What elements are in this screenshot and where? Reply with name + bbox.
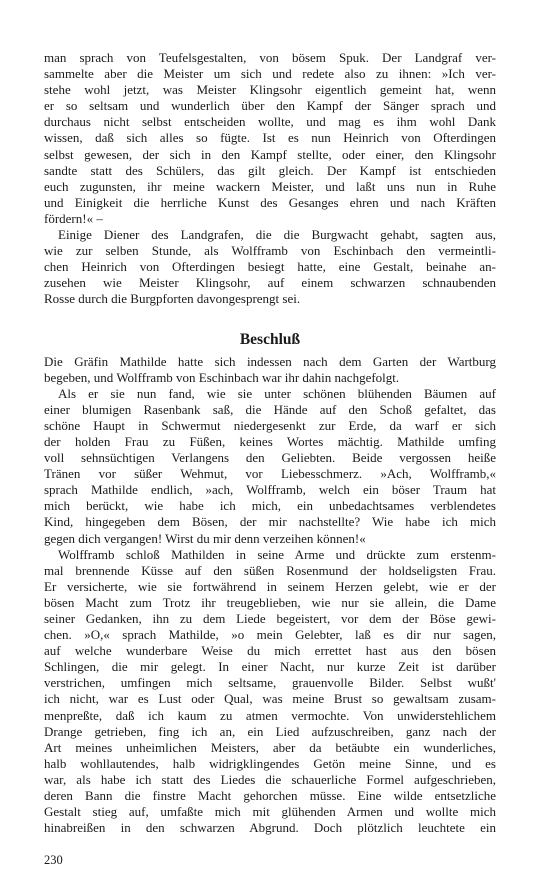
text-line: menpreßte, daß ich kaum zu atmen vermochte. Von unwiderstehlichem	[44, 707, 496, 723]
text-line: Art meines unheimlichen Meisters, aber da betäubte ein wunderliches,	[44, 739, 496, 755]
text-line: man sprach von Teufelsgestalten, von bösem Spuk. Der Landgraf ver-	[44, 50, 496, 65]
text-line: einer blumigen Rasenbank saß, die Hände auf den Schoß gefaltet, das	[44, 401, 496, 417]
text-line: Rosse durch die Burgpforten davongesprengt sei.	[44, 291, 301, 307]
text-line: stehe wohl jetzt, was Meister Klingsohr eigentlich gemeint hat, wenn	[44, 82, 496, 98]
text-line: halb wohllautendes, halb widrigklingendes Getön meine Sinne, und es	[44, 755, 496, 771]
text-line: auf welche wunderbare Weise du mich errettet hast aus den bösen	[44, 643, 496, 659]
text-line: Tränen vor süßer Wehmut, vor Liebesschmerz. »Ach, Wolfframb,«	[44, 466, 496, 482]
text-line: voll sehnsüchtigen Verlangens den Geliebten. Beide vergossen heiße	[44, 450, 496, 466]
text-line: sandte statt des Schülers, das gilt gleich. Der Kampf ist entschieden	[44, 162, 496, 178]
text-line: schöne Haupt in Schwermut niedergesenkt zur Erde, da warf er sich	[44, 417, 496, 433]
text-line: chen Heinrich von Ofterdingen besiegt hatte, eine Gestalt, beinahe an-	[44, 259, 496, 275]
page-body	[44, 50, 496, 836]
text-line: verstrichen, umfingen mich seltsame, grauenvolle Bilder. Selbst wußt'	[44, 675, 496, 691]
text-line: Drange getrieben, fing ich an, ein Lied aufzuschreiben, ganz nach der	[44, 723, 496, 739]
text-line: Wolfframb schloß Mathilden in seine Arme und drückte zum erstenm-	[58, 546, 496, 562]
text-line: deren Bann die finstre Macht gehorchen müsse. Eine wilde entsetzliche	[44, 788, 496, 804]
text-line: mich berückt, wie habe ich mich, ein unbedachtsames verblendetes	[44, 498, 496, 514]
text-line: hinabreißen in den schwarzen Abgrund. Doch plötzlich leuchtete ein	[44, 820, 496, 836]
paragraph-4	[44, 386, 496, 547]
text-line: begeben, und Wolfframb von Eschinbach war ihr dahin nachgefolgt.	[44, 369, 400, 385]
text-line: gegen dich vergangen! Wirst du mir denn verzeihen können!«	[44, 530, 366, 546]
page-number: 230	[44, 853, 63, 867]
text-line: Einige Diener des Landgrafen, die die Burgwacht gehabt, sagten aus,	[58, 227, 496, 243]
text-line: ich nicht, war es Lust oder Qual, was meine Brust so gewaltsam zusam-	[44, 691, 496, 707]
text-line: war, als habe ich statt des Liedes die schauerliche Formel aufgeschrieben,	[44, 771, 496, 787]
paragraph-3	[44, 354, 496, 386]
text-line: er so seltsam und wunderlich über den Kampf der Sänger sprach und	[44, 98, 496, 114]
paragraph-1	[44, 50, 496, 227]
paragraph-5	[44, 547, 496, 837]
text-line: Er versicherte, wie sie fortwährend in seinem Herzen gelebt, wie er der	[44, 578, 496, 594]
paragraph-2	[44, 227, 496, 307]
text-line: durchaus nicht selbst entscheiden wollte, und mag es ihm wohl Dank	[44, 114, 496, 130]
text-line: Als er sie nun fand, wie sie unter schönen blühenden Bäumen auf	[58, 385, 496, 401]
text-line: euch zugunsten, ihr meine wackern Meister, und laßt uns nun in Ruhe	[44, 178, 496, 194]
text-line: der holden Frau zu Füßen, keines Wortes mächtig. Mathilde umfing	[44, 433, 496, 449]
text-line: Schlingen, die mir gelegt. In einer Nacht, nur kurze Zeit ist darüber	[44, 659, 496, 675]
text-line: fördern!« –	[44, 210, 103, 226]
text-line: wie zur selben Stunde, als Wolfframb von Eschinbach den vermeintli-	[44, 243, 496, 259]
text-line: wissen, daß sich alles so fügte. Ist es nun Heinrich von Ofterdingen	[44, 130, 496, 146]
text-line: und Einigkeit die herrliche Kunst des Gesanges ehren und nach Kräften	[44, 194, 496, 210]
text-line: sprach Mathilde endlich, »ach, Wolfframb, welch ein böser Traum hat	[44, 482, 496, 498]
text-line: Gestalt stieg auf, umfaßte mich mit glühenden Armen und wollte mich	[44, 804, 496, 820]
text-line: Kind, hingegeben dem Bösen, der mir nachstellte? Wie habe ich mich	[44, 514, 496, 530]
text-line: zusehen wie Meister Klingsohr, auf einem schwarzen schnaubenden	[44, 275, 496, 291]
section-heading: Beschluß	[239, 330, 301, 348]
text-line: selbst gewesen, der sich in den Kampf stellte, oder einer, den Klingsohr	[44, 146, 496, 162]
text-line: chen. »O,« sprach Mathilde, »o mein Gelebter, laß es dir nur sagen,	[44, 627, 496, 643]
text-line: seiner Gedanken, ihn zu dem Liede begeistert, vor dem der Böse gewi-	[44, 611, 496, 626]
text-line: bösen Macht zum Trotz ihr treugeblieben, wie nur sie allein, die Dame	[44, 594, 496, 610]
text-line: Die Gräfin Mathilde hatte sich indessen nach dem Garten der Wartburg	[44, 353, 496, 369]
text-line: mal brennende Küsse auf den süßen Rosenmund der holdseligsten Frau.	[44, 562, 496, 578]
text-line: sammelte aber die Meister um sich und redete also zu ihnen: »Ich ver-	[44, 66, 496, 82]
